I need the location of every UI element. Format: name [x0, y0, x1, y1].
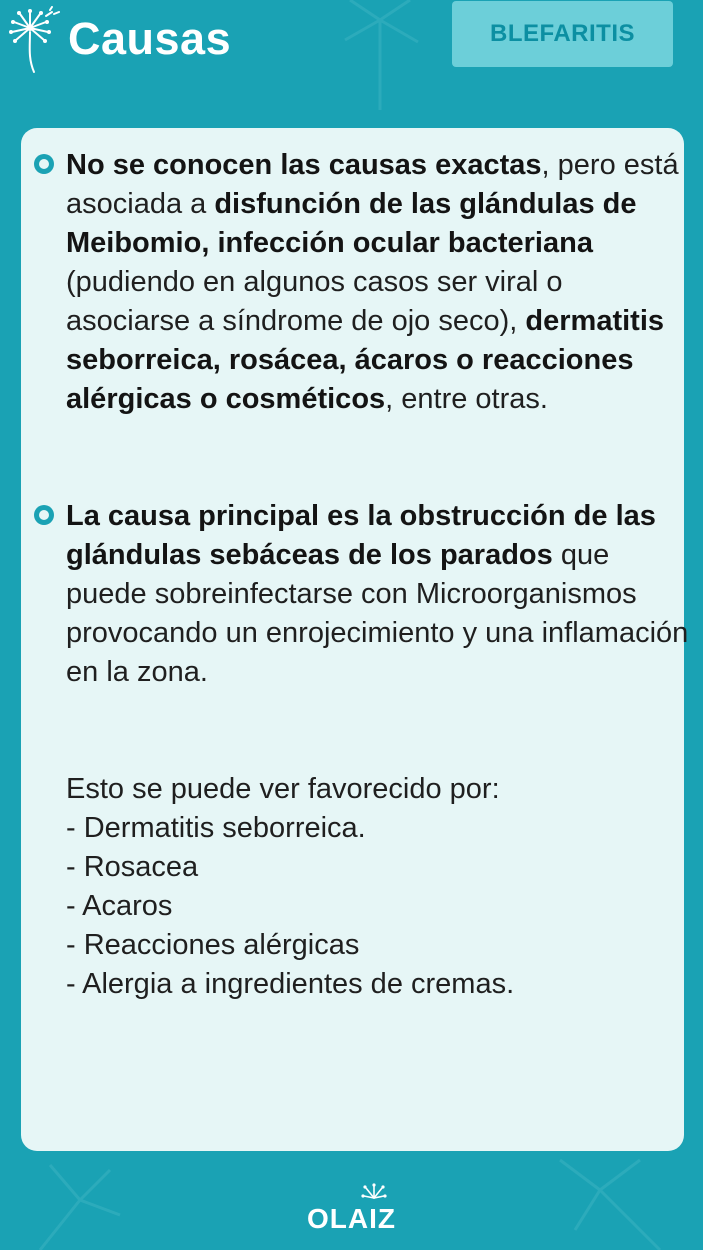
bold-text-segment: dermatitis seborreica, rosácea, ácaros o reacciones alérgicas o cosméticos [66, 305, 665, 415]
text-segment: , entre otras. [385, 383, 548, 415]
list-item: - Rosacea [66, 851, 199, 883]
list-item: - Acaros [66, 890, 173, 922]
page-title: Causas [68, 13, 232, 64]
ring-bullet-icon [34, 154, 54, 174]
text-segment: (pudiendo en algunos casos ser viral o asociarse a síndrome de ojo seco), [66, 266, 563, 337]
list-item: - Dermatitis seborreica. [66, 812, 366, 844]
text-segment: , pero está asociada a [66, 149, 679, 220]
list-item: - Reacciones alérgicas [66, 929, 360, 961]
bullet-text [66, 497, 691, 692]
ring-bullet-icon [34, 505, 54, 525]
list-item: - Alergia a ingredientes de cremas. [66, 968, 515, 1000]
dandelion-icon [6, 6, 62, 74]
content-card [21, 128, 689, 1151]
bullet-text [66, 146, 691, 419]
bold-text-segment: disfunción de las glándulas de Meibomio, infección ocular bacteriana [66, 188, 637, 259]
topic-badge: BLEFARITIS [452, 1, 673, 67]
favored-by-section [66, 770, 676, 1004]
bold-text-segment: No se conocen las causas exactas [66, 149, 542, 181]
footer-brand: OLAIZ [307, 1203, 396, 1234]
bold-text-segment: La causa principal es la obstrucción de las glándulas sebáceas de los parados [66, 500, 656, 571]
text-segment: que puede sobreinfectarse con Microorganismos provocando un enrojecimiento y una inflamación en la zona. [66, 539, 689, 688]
favored-intro: Esto se puede ver favorecido por: [66, 773, 500, 805]
